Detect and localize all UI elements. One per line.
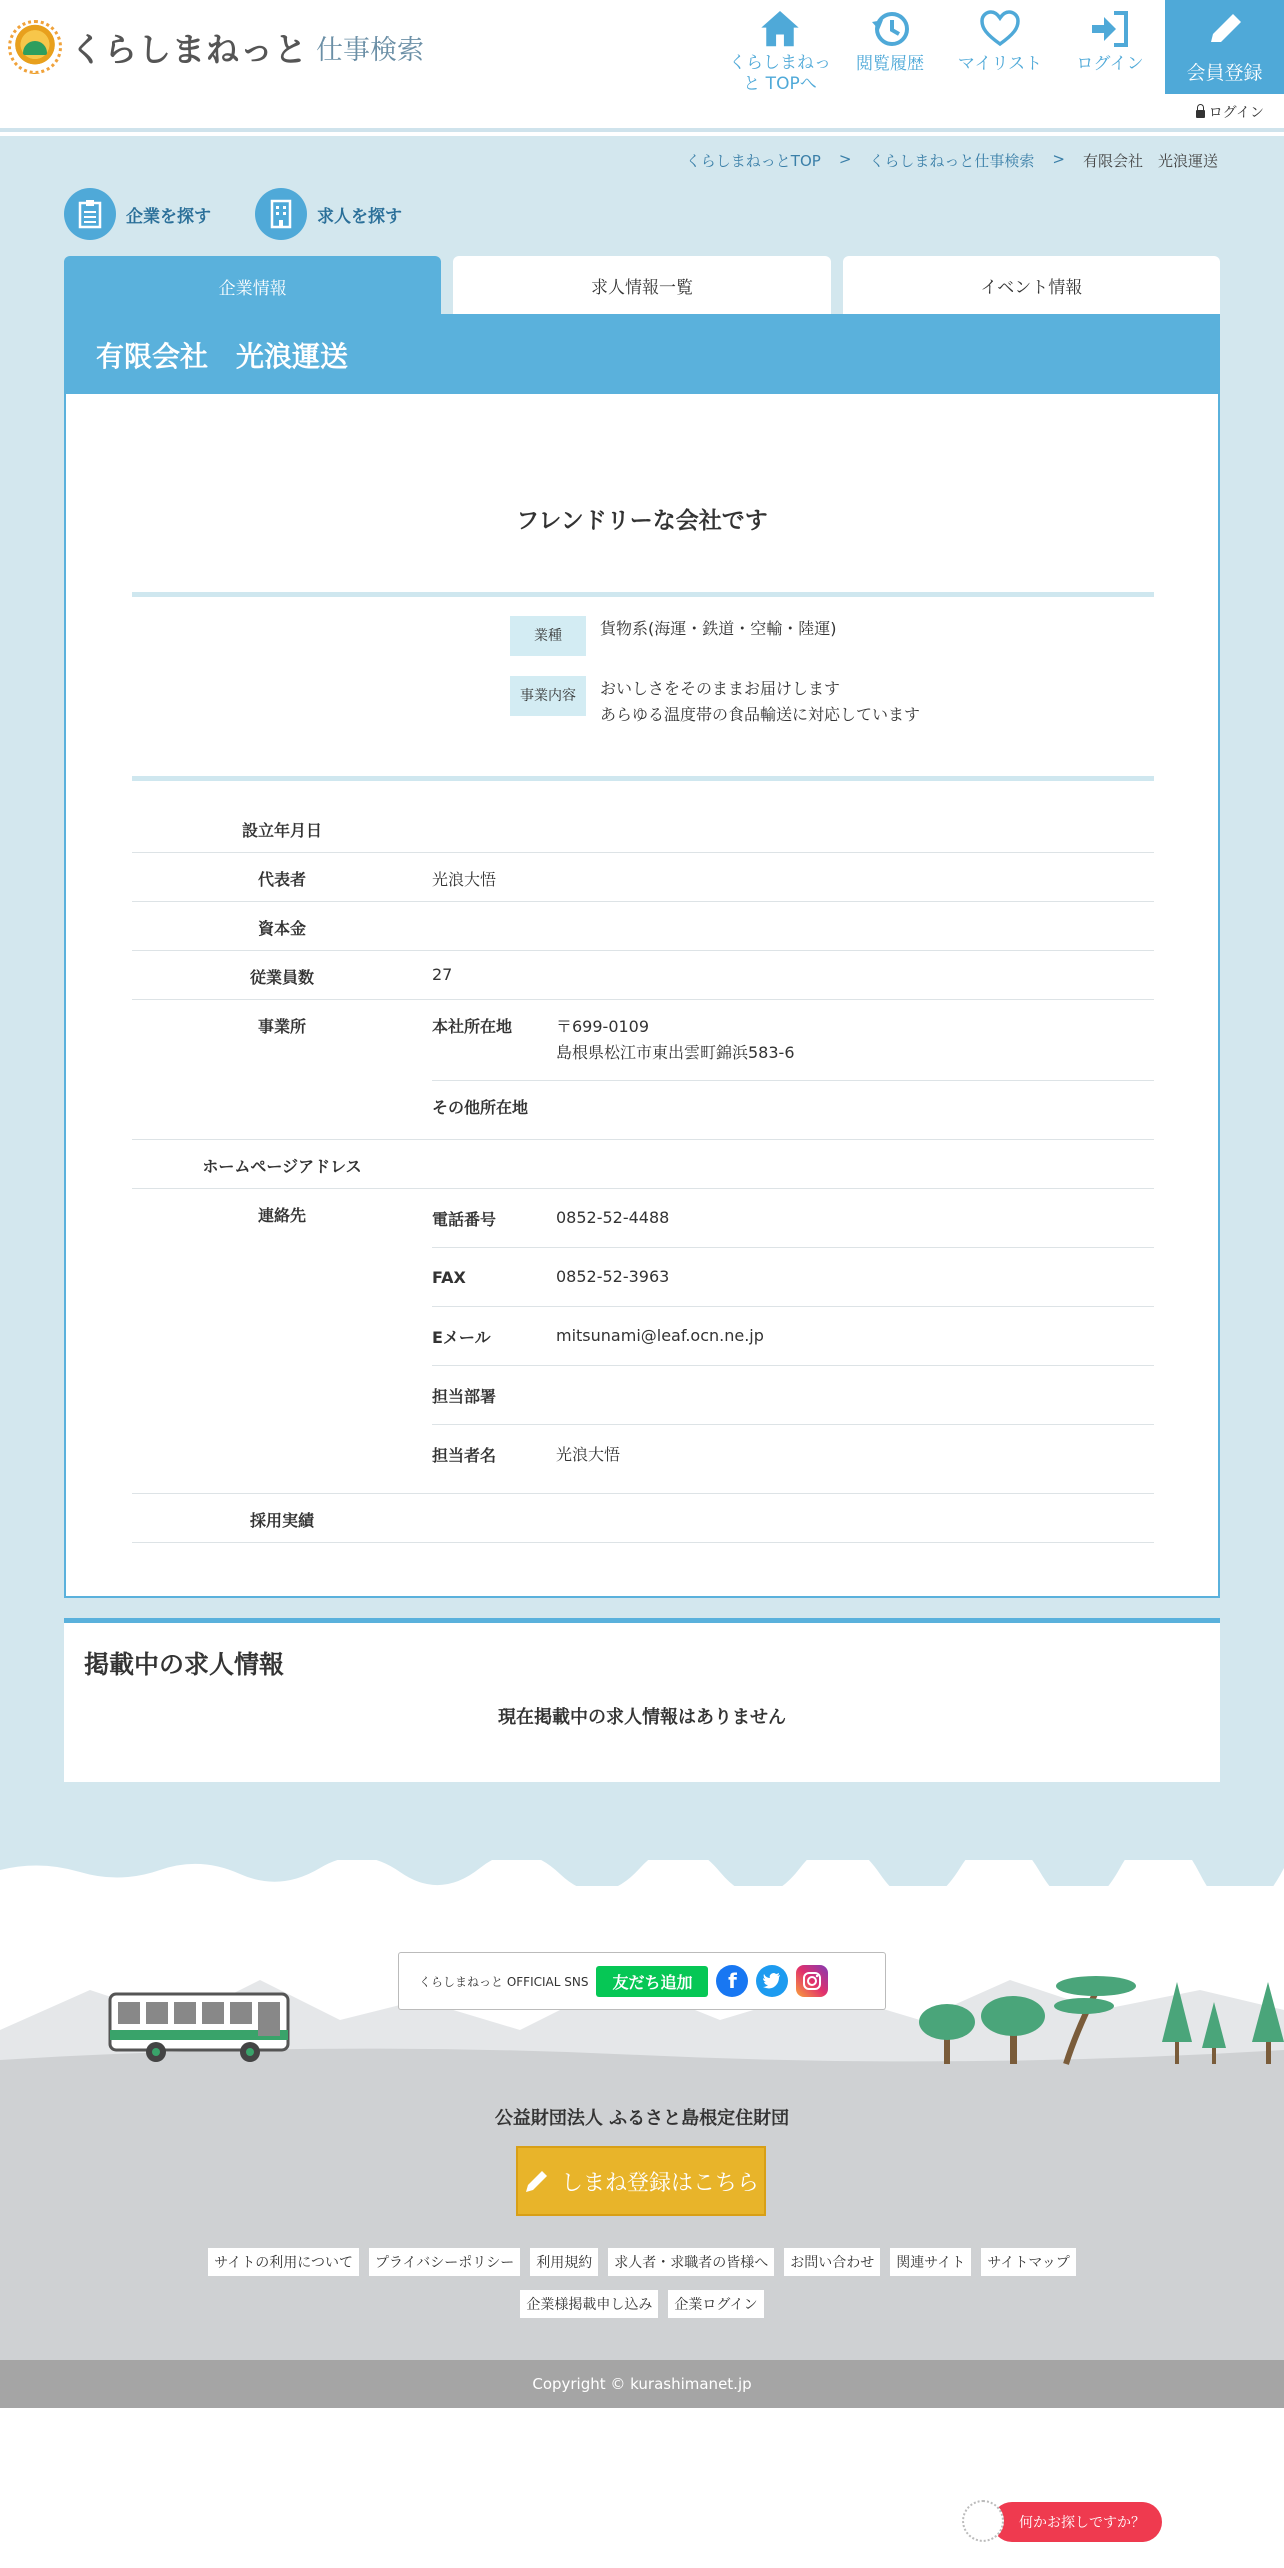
person-value: 光浪大悟 xyxy=(556,1444,621,1464)
founded-label: 設立年月日 xyxy=(241,821,322,840)
business-tag: 事業内容 xyxy=(510,676,586,716)
tel-label: 電話番号 xyxy=(432,1209,497,1229)
shimane-register-label: しまね登録はこちら xyxy=(560,2170,759,2196)
clipboard-icon xyxy=(64,188,116,240)
logo-subtitle: 仕事検索 xyxy=(316,34,424,66)
nav-login-label: ログイン xyxy=(1076,54,1144,74)
company-name: 有限会社 光浪運送 xyxy=(66,316,1218,394)
fax-value: 0852-52-3963 xyxy=(556,1267,670,1286)
office-value xyxy=(432,1000,1154,1139)
company-catchphrase: フレンドリーな会社です xyxy=(516,508,768,534)
line-add-friend-button[interactable]: 友だち追加 xyxy=(596,1966,708,1997)
footer-link[interactable]: 企業様掲載申し込み xyxy=(520,2290,658,2318)
current-jobs-title: 掲載中の求人情報 xyxy=(84,1650,285,1679)
lock-icon xyxy=(1196,110,1205,118)
help-widget-label: 何かお探しですか？ xyxy=(992,2502,1162,2542)
site-header xyxy=(0,0,1284,132)
employees-value: 27 xyxy=(432,965,453,984)
office-label: 事業所 xyxy=(257,1017,306,1036)
business-line: あらゆる温度帯の食品輸送に対応しています xyxy=(600,705,921,724)
nav-login[interactable] xyxy=(1055,0,1165,94)
breadcrumb-sep: > xyxy=(1052,150,1065,168)
fax-row xyxy=(432,1248,1154,1307)
footer-link[interactable]: 求人者・求職者の皆様へ xyxy=(608,2248,774,2276)
footer-links-row2 xyxy=(0,2290,1284,2318)
hq-zip: 〒699-0109 xyxy=(556,1017,650,1036)
homepage-label: ホームページアドレス xyxy=(202,1157,362,1176)
contact-label: 連絡先 xyxy=(257,1206,306,1225)
other-location-label: その他所在地 xyxy=(432,1098,529,1117)
person-row xyxy=(432,1425,1154,1484)
breadcrumb xyxy=(686,150,1218,171)
fax-label: FAX xyxy=(432,1267,466,1287)
footer-link[interactable]: お問い合わせ xyxy=(784,2248,880,2276)
industry-row xyxy=(510,616,837,656)
employees-label: 従業員数 xyxy=(249,968,314,987)
breadcrumb-top[interactable]: くらしまねっとTOP xyxy=(685,152,821,170)
find-jobs-label: 求人を探す xyxy=(317,206,402,227)
other-location-row xyxy=(432,1081,1154,1132)
nav-register[interactable] xyxy=(1165,0,1284,94)
logo-mark-icon xyxy=(8,20,62,74)
hiring-record-value xyxy=(432,1494,1154,1542)
official-sns-box xyxy=(398,1952,886,2010)
business-row xyxy=(510,676,920,728)
header-nav xyxy=(725,0,1284,94)
hq-address: 島根県松江市東出雲町錦浜583-6 xyxy=(556,1043,795,1062)
founded-value xyxy=(432,804,1154,852)
find-company-label: 企業を探す xyxy=(126,206,211,227)
current-jobs-section xyxy=(64,1618,1220,1782)
footer-link[interactable]: サイトの利用について xyxy=(208,2248,359,2276)
info-row-founded xyxy=(132,804,1154,853)
pencil-icon xyxy=(523,2167,551,2195)
small-login-link[interactable] xyxy=(1196,102,1264,122)
info-row-office xyxy=(132,1000,1154,1140)
info-row-capital xyxy=(132,902,1154,951)
info-row-contact xyxy=(132,1189,1154,1494)
business-line: おいしさをそのままお届けします xyxy=(600,679,841,698)
footer-link[interactable]: プライバシーポリシー xyxy=(369,2248,520,2276)
divider xyxy=(132,592,1154,597)
nav-mylist[interactable] xyxy=(945,0,1055,94)
email-row xyxy=(432,1307,1154,1366)
nav-register-label: 会員登録 xyxy=(1186,62,1263,84)
pencil-icon xyxy=(1203,8,1247,50)
building-icon xyxy=(255,188,307,240)
trees-icon xyxy=(916,1972,1284,2066)
site-logo[interactable] xyxy=(8,20,424,74)
rep-label: 代表者 xyxy=(257,870,306,889)
tab-job-list[interactable]: 求人情報一覧 xyxy=(453,256,830,314)
heart-icon xyxy=(978,8,1022,50)
tel-row xyxy=(432,1189,1154,1248)
info-row-hiring-record xyxy=(132,1494,1154,1543)
facebook-icon[interactable]: f xyxy=(716,1965,748,1997)
bus-icon xyxy=(108,1990,292,2064)
find-company-link[interactable] xyxy=(64,188,211,240)
nav-top[interactable] xyxy=(725,0,835,94)
login-icon xyxy=(1088,8,1132,50)
instagram-icon[interactable] xyxy=(796,1965,828,1997)
industry-tag: 業種 xyxy=(510,616,586,656)
nav-history-label: 閲覧履歴 xyxy=(856,54,924,74)
capital-label: 資本金 xyxy=(257,919,306,938)
footer-links-row1 xyxy=(0,2248,1284,2276)
breadcrumb-search[interactable]: くらしまねっと仕事検索 xyxy=(869,152,1035,170)
capital-value xyxy=(432,902,1154,950)
email-value[interactable]: mitsunami@leaf.ocn.ne.jp xyxy=(556,1326,764,1345)
industry-value: 貨物系(海運・鉄道・空輸・陸運) xyxy=(600,619,837,638)
nav-history[interactable] xyxy=(835,0,945,94)
shimane-register-button[interactable] xyxy=(516,2146,766,2216)
foundation-name: 公益財団法人 ふるさと島根定住財団 xyxy=(494,2108,790,2129)
home-icon xyxy=(758,8,802,49)
person-label: 担当者名 xyxy=(432,1446,497,1465)
contact-value xyxy=(432,1189,1154,1493)
rep-value: 光浪大悟 xyxy=(432,870,497,889)
breadcrumb-current: 有限会社 光浪運送 xyxy=(1082,152,1218,170)
email-label: Eメール xyxy=(432,1327,491,1347)
twitter-icon[interactable] xyxy=(756,1965,788,1997)
info-row-rep xyxy=(132,853,1154,902)
search-links xyxy=(64,188,402,240)
hiring-record-label: 採用実績 xyxy=(249,1511,314,1530)
history-icon xyxy=(868,8,912,50)
help-character-icon xyxy=(962,2500,1004,2542)
divider xyxy=(132,776,1154,781)
no-jobs-message: 現在掲載中の求人情報はありません xyxy=(498,1707,786,1728)
find-jobs-link[interactable] xyxy=(255,188,402,240)
breadcrumb-sep: > xyxy=(838,150,852,168)
hq-label: 本社所在地 xyxy=(432,1017,513,1036)
tel-value[interactable]: 0852-52-4488 xyxy=(556,1208,670,1227)
sns-label: くらしまねっと OFFICIAL SNS xyxy=(419,1974,589,1989)
dept-row xyxy=(432,1366,1154,1425)
copyright: Copyright © kurashimanet.jp xyxy=(0,2360,1284,2408)
footer-link[interactable]: サイトマップ xyxy=(981,2248,1075,2276)
other-location-value xyxy=(556,1081,1154,1132)
company-panel xyxy=(64,314,1220,1598)
logo-text: くらしまねっと xyxy=(70,29,308,69)
info-row-homepage xyxy=(132,1140,1154,1189)
nav-top-label: くらしまねっと TOPへ xyxy=(729,53,831,94)
small-login-label: ログイン xyxy=(1208,105,1264,121)
tab-events[interactable]: イベント情報 xyxy=(843,256,1220,314)
hq-row xyxy=(432,1000,1154,1081)
footer-link[interactable]: 利用規約 xyxy=(530,2248,598,2276)
dept-label: 担当部署 xyxy=(432,1386,497,1406)
footer-link[interactable]: 企業ログイン xyxy=(668,2290,763,2318)
hq-value xyxy=(556,1000,1154,1080)
homepage-value[interactable] xyxy=(432,1140,1154,1188)
footer-link[interactable]: 関連サイト xyxy=(890,2248,971,2276)
nav-mylist-label: マイリスト xyxy=(957,54,1043,74)
tab-company-info[interactable]: 企業情報 xyxy=(64,256,441,316)
business-value xyxy=(600,676,920,728)
help-widget[interactable] xyxy=(962,2500,1164,2544)
company-tabs xyxy=(64,256,1220,316)
company-info-table xyxy=(132,804,1154,1543)
info-row-employees xyxy=(132,951,1154,1000)
